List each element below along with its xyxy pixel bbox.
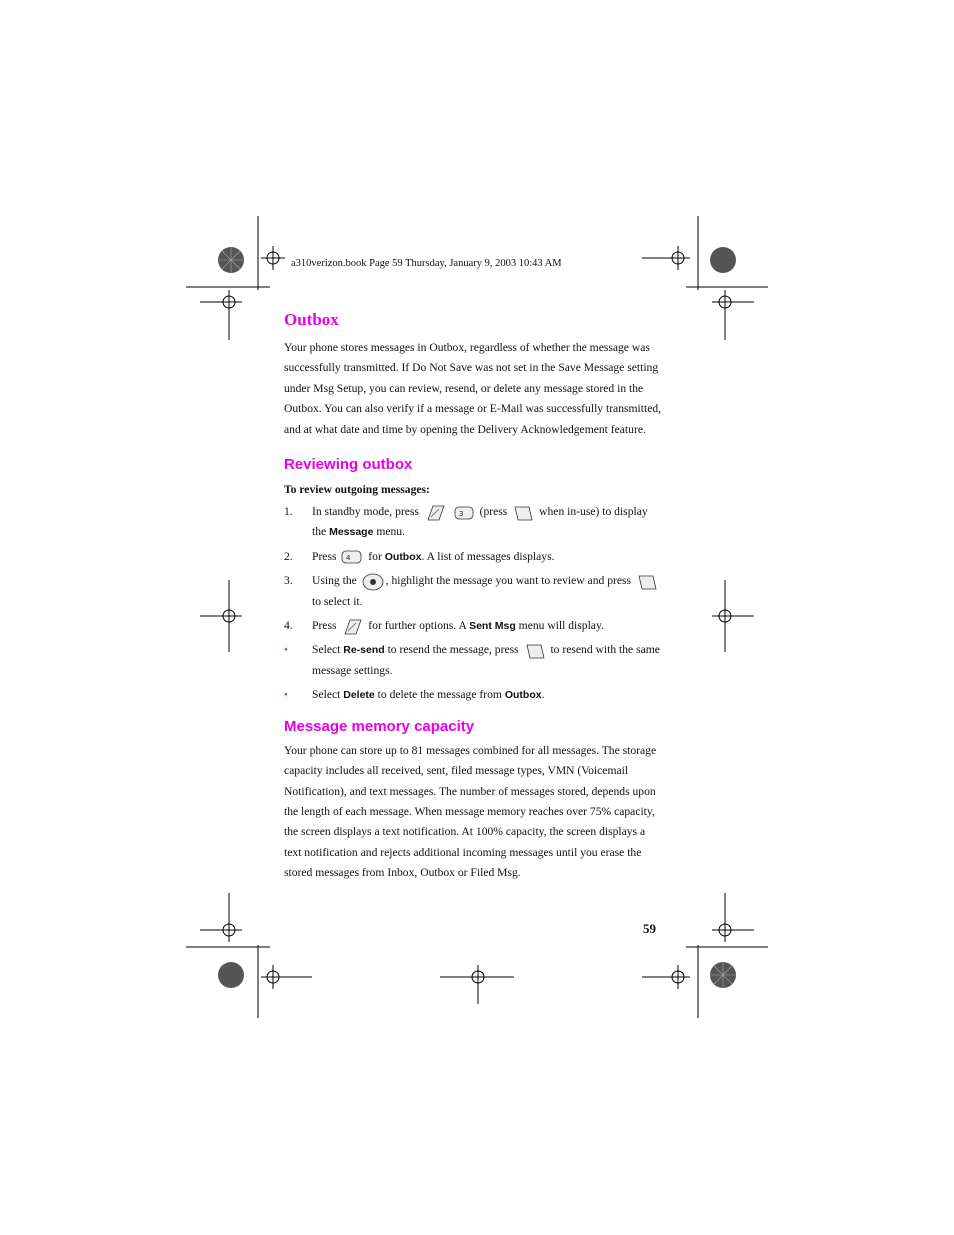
menu-key-icon: [341, 618, 363, 635]
step-4: 4. Press for further options. A Sent Msg menu will display.: [284, 616, 662, 636]
svg-text:4: 4: [346, 553, 351, 562]
book-header: a310verizon.book Page 59 Thursday, January 9, 2003 10:43 AM: [291, 258, 562, 269]
step-1: 1. In standby mode, press 3 (press when in-use) to display the Message menu.: [284, 502, 662, 543]
step-2: 2. Press 4 for Outbox. A list of messages displays.: [284, 547, 662, 567]
ok-key-icon: [512, 504, 534, 521]
bullet-icon: •: [284, 689, 288, 702]
memory-paragraph: Your phone can store up to 81 messages combined for all messages. The storage capacity includes all received, sent, filed message types, VMN (Voicemail Notification), and text messages. The number of messages stored, depends upon the length of each message. When message memory reaches over 75% capacity, the screen displays a text notification. At 100% capacity, the screen displays a text notification and rejects additional incoming messages until you erase the stored messages from Inbox, Outbox or Filed Msg.: [284, 743, 657, 880]
bullet-icon: •: [284, 644, 288, 657]
outbox-paragraph: Your phone stores messages in Outbox, regardless of whether the message was successfully transmitted. If Do Not Save was not set in the Save Message setting under Msg Setup, you can review, resend, or delete any message stored in the Outbox. You can also verify if a message or E-Mail was successfully transmitted, and at what date and time by opening the Delivery Acknowledgement feature.: [284, 341, 662, 436]
memory-heading: Message memory capacity: [284, 717, 475, 735]
step-3: 3. Using the , highlight the message you want to review and press to select it.: [284, 571, 662, 612]
step-number: 1.: [284, 505, 293, 519]
ok-key-icon: [524, 642, 546, 659]
navigation-key-icon: [362, 573, 384, 590]
ok-key-icon: [636, 573, 658, 590]
reviewing-heading: Reviewing outbox: [284, 456, 413, 474]
bullet-resend: • Select Re-send to resend the message, press to resend with the same message settings.: [284, 640, 662, 681]
svg-text:3: 3: [458, 509, 464, 518]
page-number: 59: [643, 921, 656, 936]
menu-key-icon: [424, 504, 446, 521]
three-key-icon: [453, 504, 475, 521]
bullet-delete: • Select Delete to delete the message from Outbox.: [284, 685, 662, 705]
four-key-icon: [341, 549, 363, 566]
reviewing-intro: To review outgoing messages:: [284, 483, 430, 497]
page-content: [284, 300, 662, 884]
outbox-heading: Outbox: [284, 310, 339, 329]
